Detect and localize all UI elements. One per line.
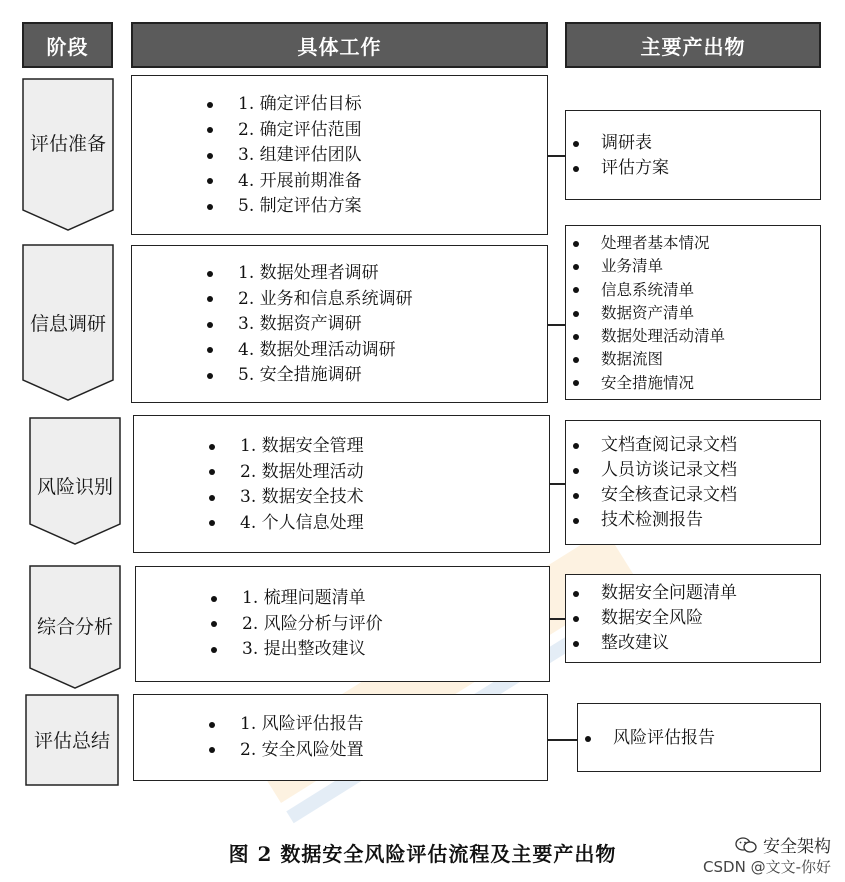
output-item: 数据流图 — [601, 348, 820, 371]
work-item: 1. 梳理问题清单 — [242, 586, 549, 612]
output-item: 风险评估报告 — [613, 726, 820, 751]
work-item: 3. 组建评估团队 — [238, 143, 547, 169]
connector-4 — [550, 618, 565, 620]
connector-5 — [548, 739, 577, 741]
work-item: 1. 数据安全管理 — [240, 434, 549, 460]
work-box-4 — [135, 566, 550, 682]
work-item: 2. 安全风险处置 — [240, 738, 547, 764]
output-box-1 — [565, 110, 821, 200]
work-box-5 — [133, 694, 548, 781]
work-box-1 — [131, 75, 548, 235]
work-column-header: 具体工作 — [131, 22, 548, 68]
stage-label-5: 评估总结 — [33, 730, 110, 752]
work-box-2 — [131, 245, 548, 403]
work-item: 2. 风险分析与评价 — [242, 612, 549, 638]
work-item: 2. 数据处理活动 — [240, 460, 549, 486]
site-watermark: CSDN @文文-你好 — [703, 858, 831, 876]
output-item: 调研表 — [601, 131, 820, 156]
connector-2 — [548, 324, 565, 326]
stage-label-3: 风险识别 — [36, 476, 113, 498]
connector-1 — [548, 155, 565, 157]
output-item: 技术检测报告 — [601, 508, 820, 533]
wechat-icon — [735, 836, 757, 854]
output-item: 数据资产清单 — [601, 302, 820, 325]
account-watermark — [735, 832, 831, 857]
work-item: 5. 安全措施调研 — [238, 363, 547, 389]
output-item: 整改建议 — [601, 631, 820, 656]
output-item: 安全措施情况 — [601, 372, 820, 395]
output-item: 安全核查记录文档 — [601, 483, 820, 508]
stage-label-2: 信息调研 — [29, 313, 106, 335]
output-item: 业务清单 — [601, 255, 820, 278]
work-item: 4. 开展前期准备 — [238, 169, 547, 195]
work-item: 5. 制定评估方案 — [238, 194, 547, 220]
work-item: 2. 确定评估范围 — [238, 118, 547, 144]
work-item: 3. 数据安全技术 — [240, 485, 549, 511]
work-item: 3. 数据资产调研 — [238, 312, 547, 338]
output-item: 人员访谈记录文档 — [601, 458, 820, 483]
work-item: 2. 业务和信息系统调研 — [238, 287, 547, 313]
output-box-2 — [565, 225, 821, 400]
output-box-3 — [565, 420, 821, 545]
output-column-header: 主要产出物 — [565, 22, 821, 68]
figure-caption: 图 2 数据安全风险评估流程及主要产出物 — [228, 842, 617, 866]
output-item: 数据安全问题清单 — [601, 581, 820, 606]
work-item: 3. 提出整改建议 — [242, 637, 549, 663]
account-name: 安全架构 — [763, 837, 831, 857]
work-item: 4. 个人信息处理 — [240, 511, 549, 537]
connector-3 — [550, 483, 565, 485]
output-item: 处理者基本情况 — [601, 232, 820, 255]
stage-label-4: 综合分析 — [36, 616, 113, 638]
output-box-5 — [577, 703, 821, 772]
output-item: 数据处理活动清单 — [601, 325, 820, 348]
output-item: 评估方案 — [601, 156, 820, 181]
output-item: 信息系统清单 — [601, 279, 820, 302]
output-box-4 — [565, 574, 821, 663]
work-item: 1. 确定评估目标 — [238, 92, 547, 118]
work-item: 1. 风险评估报告 — [240, 712, 547, 738]
stage-column-header: 阶段 — [22, 22, 113, 68]
stage-label-1: 评估准备 — [29, 133, 106, 155]
work-item: 1. 数据处理者调研 — [238, 261, 547, 287]
output-item: 文档查阅记录文档 — [601, 433, 820, 458]
work-box-3 — [133, 415, 550, 553]
work-item: 4. 数据处理活动调研 — [238, 338, 547, 364]
output-item: 数据安全风险 — [601, 606, 820, 631]
